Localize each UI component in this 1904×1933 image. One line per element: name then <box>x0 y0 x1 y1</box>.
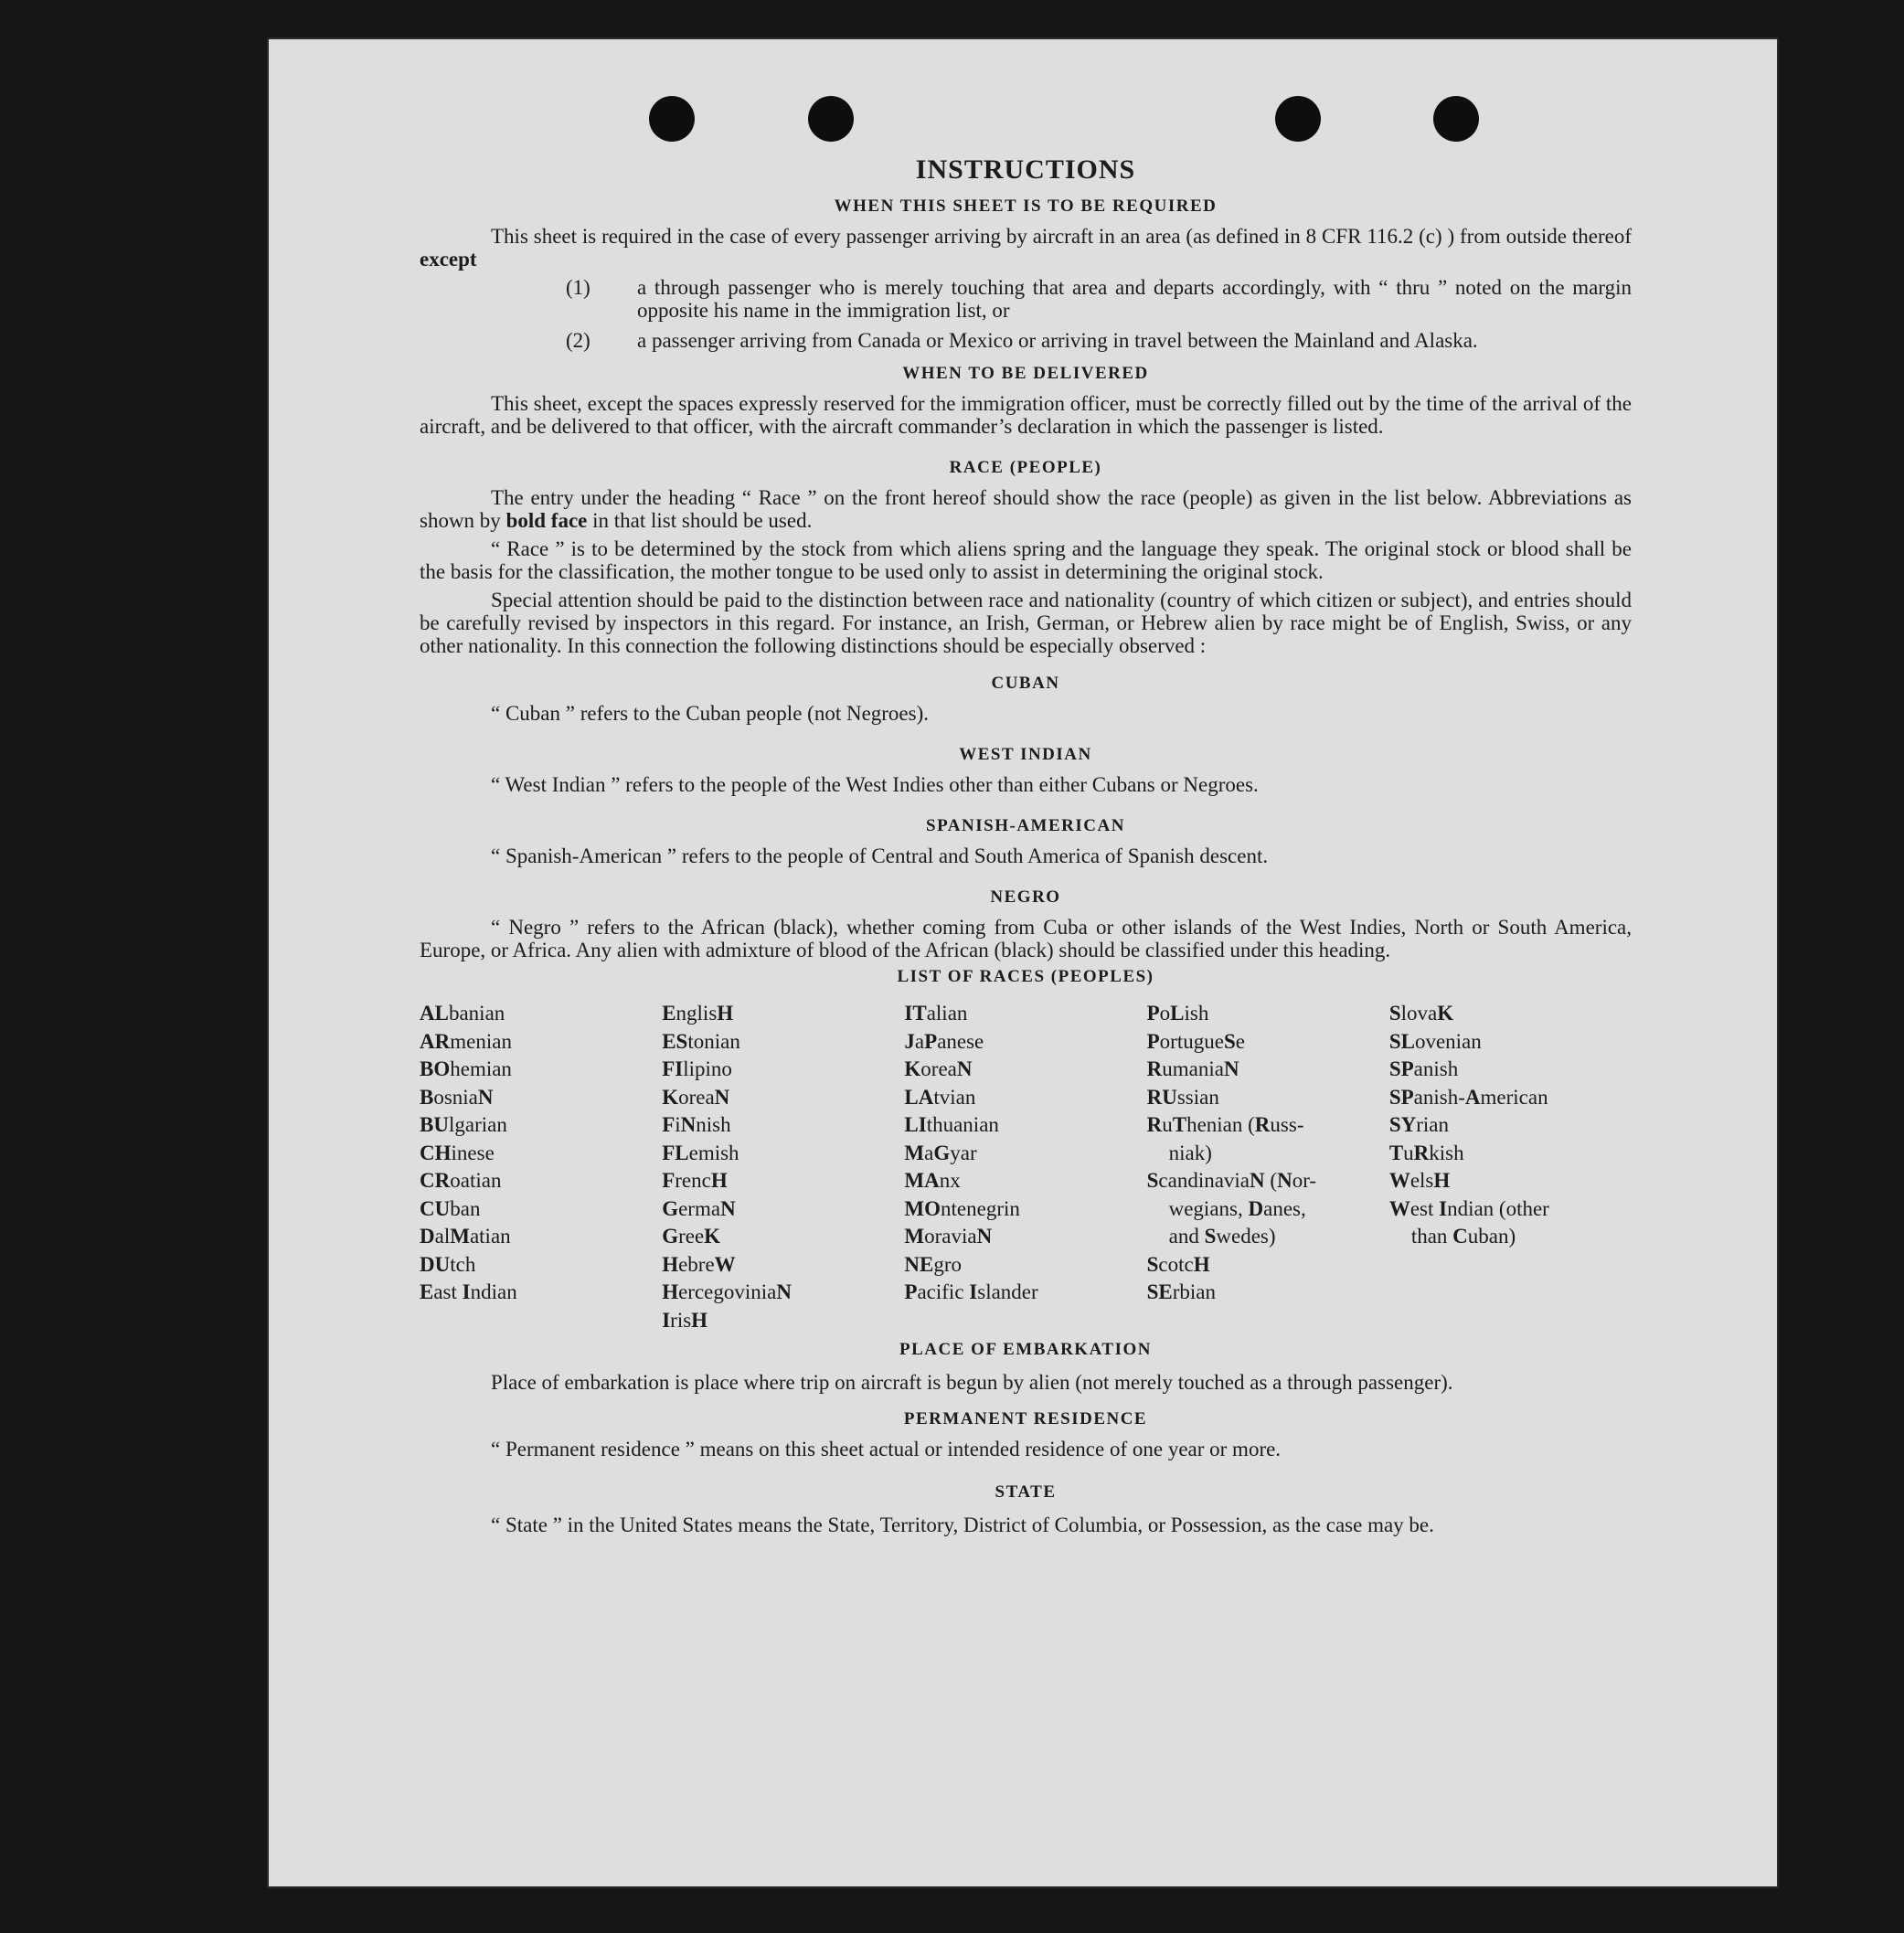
punch-hole <box>649 96 695 142</box>
heading-when-required: WHEN THIS SHEET IS TO BE REQUIRED <box>834 196 1218 216</box>
races-column <box>1147 1000 1389 1334</box>
negro-text: “ Negro ” refers to the African (black), whether coming from Cuba or other islands of the West Indies, North or South America, Europe, or Africa. Any alien with admixture of blood of the African (black) should be classified under this heading. <box>420 916 1632 961</box>
race-entry: SErbian <box>1146 1280 1217 1303</box>
heading-residence: PERMANENT RESIDENCE <box>903 1409 1148 1429</box>
race-entry: ScandinaviaN (Nor- <box>1146 1169 1317 1192</box>
race-entry: SLovenian <box>1388 1029 1482 1053</box>
race-entry: MAnx <box>904 1169 961 1192</box>
list-item <box>420 276 1632 322</box>
race-paragraph-1: The entry under the heading “ Race ” on the front hereof should show the race (people) as given in the list below. Abbreviations as shown by bold face in that list should be used. <box>420 486 1632 532</box>
race-entry: JaPanese <box>904 1029 984 1053</box>
punch-hole <box>1433 96 1479 142</box>
embarkation-text: Place of embarkation is place where trip on aircraft is begun by alien (not merely touched as a through passenger). <box>491 1371 1453 1394</box>
heading-embarkation: PLACE OF EMBARKATION <box>899 1340 1152 1359</box>
cuban-text: “ Cuban ” refers to the Cuban people (not Negroes). <box>491 702 930 725</box>
heading-list-of-races: LIST OF RACES (PEOPLES) <box>897 967 1154 986</box>
race-entry: BosniaN <box>420 1085 494 1109</box>
race-entry: SlovaK <box>1388 1002 1454 1025</box>
race-entry: CRoatian <box>420 1169 502 1192</box>
punch-hole <box>808 96 854 142</box>
race-entry: TuRkish <box>1388 1141 1464 1164</box>
state-text: “ State ” in the United States means the State, Territory, District of Columbia, or Possession, as the case may be. <box>491 1513 1434 1536</box>
instructions-content <box>420 154 1632 1540</box>
race-entry: West Indian (other <box>1388 1196 1549 1220</box>
heading-negro: NEGRO <box>990 887 1061 907</box>
race-entry: RUssian <box>1146 1085 1219 1109</box>
race-entry: ScotcH <box>1146 1252 1210 1276</box>
race-entry: ITalian <box>904 1002 968 1025</box>
race-entry: DalMatian <box>420 1225 511 1248</box>
race-entry: EStonian <box>662 1029 740 1053</box>
race-entry: ALbanian <box>420 1002 505 1025</box>
race-entry: RuThenian (Russ- <box>1146 1113 1304 1136</box>
heading-race: RACE (PEOPLE) <box>949 458 1102 477</box>
race-entry: PoLish <box>1146 1002 1209 1025</box>
race-entry: WelsH <box>1388 1169 1451 1192</box>
race-entry: East Indian <box>420 1280 517 1303</box>
race-entry: RumaniaN <box>1146 1057 1239 1080</box>
races-column <box>420 1000 662 1334</box>
race-entry: DUtch <box>420 1252 476 1276</box>
race-entry: LAtvian <box>904 1085 976 1109</box>
race-paragraph-3: Special attention should be paid to the distinction between race and nationality (country of which citizen or subject), and entries should be carefully revised by inspectors in this regard. For instance, an Irish, German, or Hebrew alien by race might be of English, Swiss, or any other nationality. In this connection the following distinctions should be especially observed : <box>420 589 1632 657</box>
race-entry: KoreaN <box>904 1057 973 1080</box>
delivered-text: This sheet, except the spaces expressly reserved for the immigration officer, must be correctly filled out by the time of the arrival of the aircraft, and be delivered to that officer, with the aircraft commander’s declaration in which the passenger is listed. <box>420 392 1632 438</box>
heading-spanish-american: SPANISH-AMERICAN <box>926 816 1125 835</box>
item-number: (1) <box>566 276 590 299</box>
race-entry: CUban <box>420 1196 481 1220</box>
race-entry: EnglisH <box>662 1002 734 1025</box>
race-entry: LIthuanian <box>904 1113 999 1136</box>
race-entry: KoreaN <box>662 1085 730 1109</box>
race-entry: wegians, Danes, <box>1168 1196 1306 1220</box>
race-entry: PortugueSe <box>1146 1029 1245 1053</box>
except-word: except <box>420 248 477 271</box>
race-entry: SPanish <box>1388 1057 1459 1080</box>
race-entry: HebreW <box>662 1252 736 1276</box>
races-column <box>904 1000 1146 1334</box>
race-entry: MOntenegrin <box>904 1196 1020 1220</box>
race-entry: GreeK <box>662 1225 721 1248</box>
race-entry: FIlipino <box>662 1057 732 1080</box>
heading-when-delivered: WHEN TO BE DELIVERED <box>902 364 1149 383</box>
race-entry: than Cuban) <box>1410 1225 1516 1248</box>
race-entry: niak) <box>1168 1141 1212 1164</box>
race-entry: IrisH <box>662 1308 708 1332</box>
west-indian-text: “ West Indian ” refers to the people of the West Indies other than either Cubans or Negroes. <box>491 773 1259 796</box>
races-column <box>662 1000 904 1334</box>
race-entry: MaGyar <box>904 1141 977 1164</box>
race-entry: GermaN <box>662 1196 736 1220</box>
race-entry: BOhemian <box>420 1057 512 1080</box>
heading-cuban: CUBAN <box>991 674 1060 693</box>
race-entry: SPanish-American <box>1388 1085 1548 1109</box>
heading-west-indian: WEST INDIAN <box>959 745 1092 764</box>
race-entry: NEgro <box>904 1252 963 1276</box>
races-column <box>1389 1000 1632 1334</box>
races-list <box>420 1000 1632 1334</box>
race-entry: HercegoviniaN <box>662 1280 792 1303</box>
punch-hole <box>1275 96 1321 142</box>
item-text: a through passenger who is merely touching that area and departs accordingly, with “ thru ” noted on the margin opposite his name in the immigration list, or <box>637 276 1632 322</box>
race-entry: FiNnish <box>662 1113 731 1136</box>
race-entry: SYrian <box>1388 1113 1449 1136</box>
race-entry: and Swedes) <box>1168 1225 1276 1248</box>
item-text: a passenger arriving from Canada or Mexico or arriving in travel between the Mainland and Alaska. <box>637 329 1478 352</box>
required-intro: This sheet is required in the case of every passenger arriving by aircraft in an area (as defined in 8 CFR 116.2 (c) ) from outside thereof except <box>420 225 1632 271</box>
race-entry: ARmenian <box>420 1029 512 1053</box>
list-item <box>420 329 1632 352</box>
race-entry: FrencH <box>662 1169 728 1192</box>
residence-text: “ Permanent residence ” means on this sheet actual or intended residence of one year or more. <box>491 1438 1282 1460</box>
heading-state: STATE <box>995 1482 1057 1502</box>
race-entry: MoraviaN <box>904 1225 993 1248</box>
spanish-american-text: “ Spanish-American ” refers to the people of Central and South America of Spanish descent. <box>491 844 1269 867</box>
item-number: (2) <box>566 329 590 352</box>
race-entry: BUlgarian <box>420 1113 507 1136</box>
page-title: INSTRUCTIONS <box>915 154 1136 185</box>
race-entry: CHinese <box>420 1141 495 1164</box>
race-paragraph-2: “ Race ” is to be determined by the stock from which aliens spring and the language they speak. The original stock or blood shall be the basis for the classification, the mother tongue to be used only to assist in determining the original stock. <box>420 537 1632 583</box>
bold-face-word: bold face <box>505 509 588 532</box>
race-entry: FLemish <box>662 1141 739 1164</box>
document-sheet <box>267 37 1779 1888</box>
race-entry: Pacific Islander <box>904 1280 1038 1303</box>
